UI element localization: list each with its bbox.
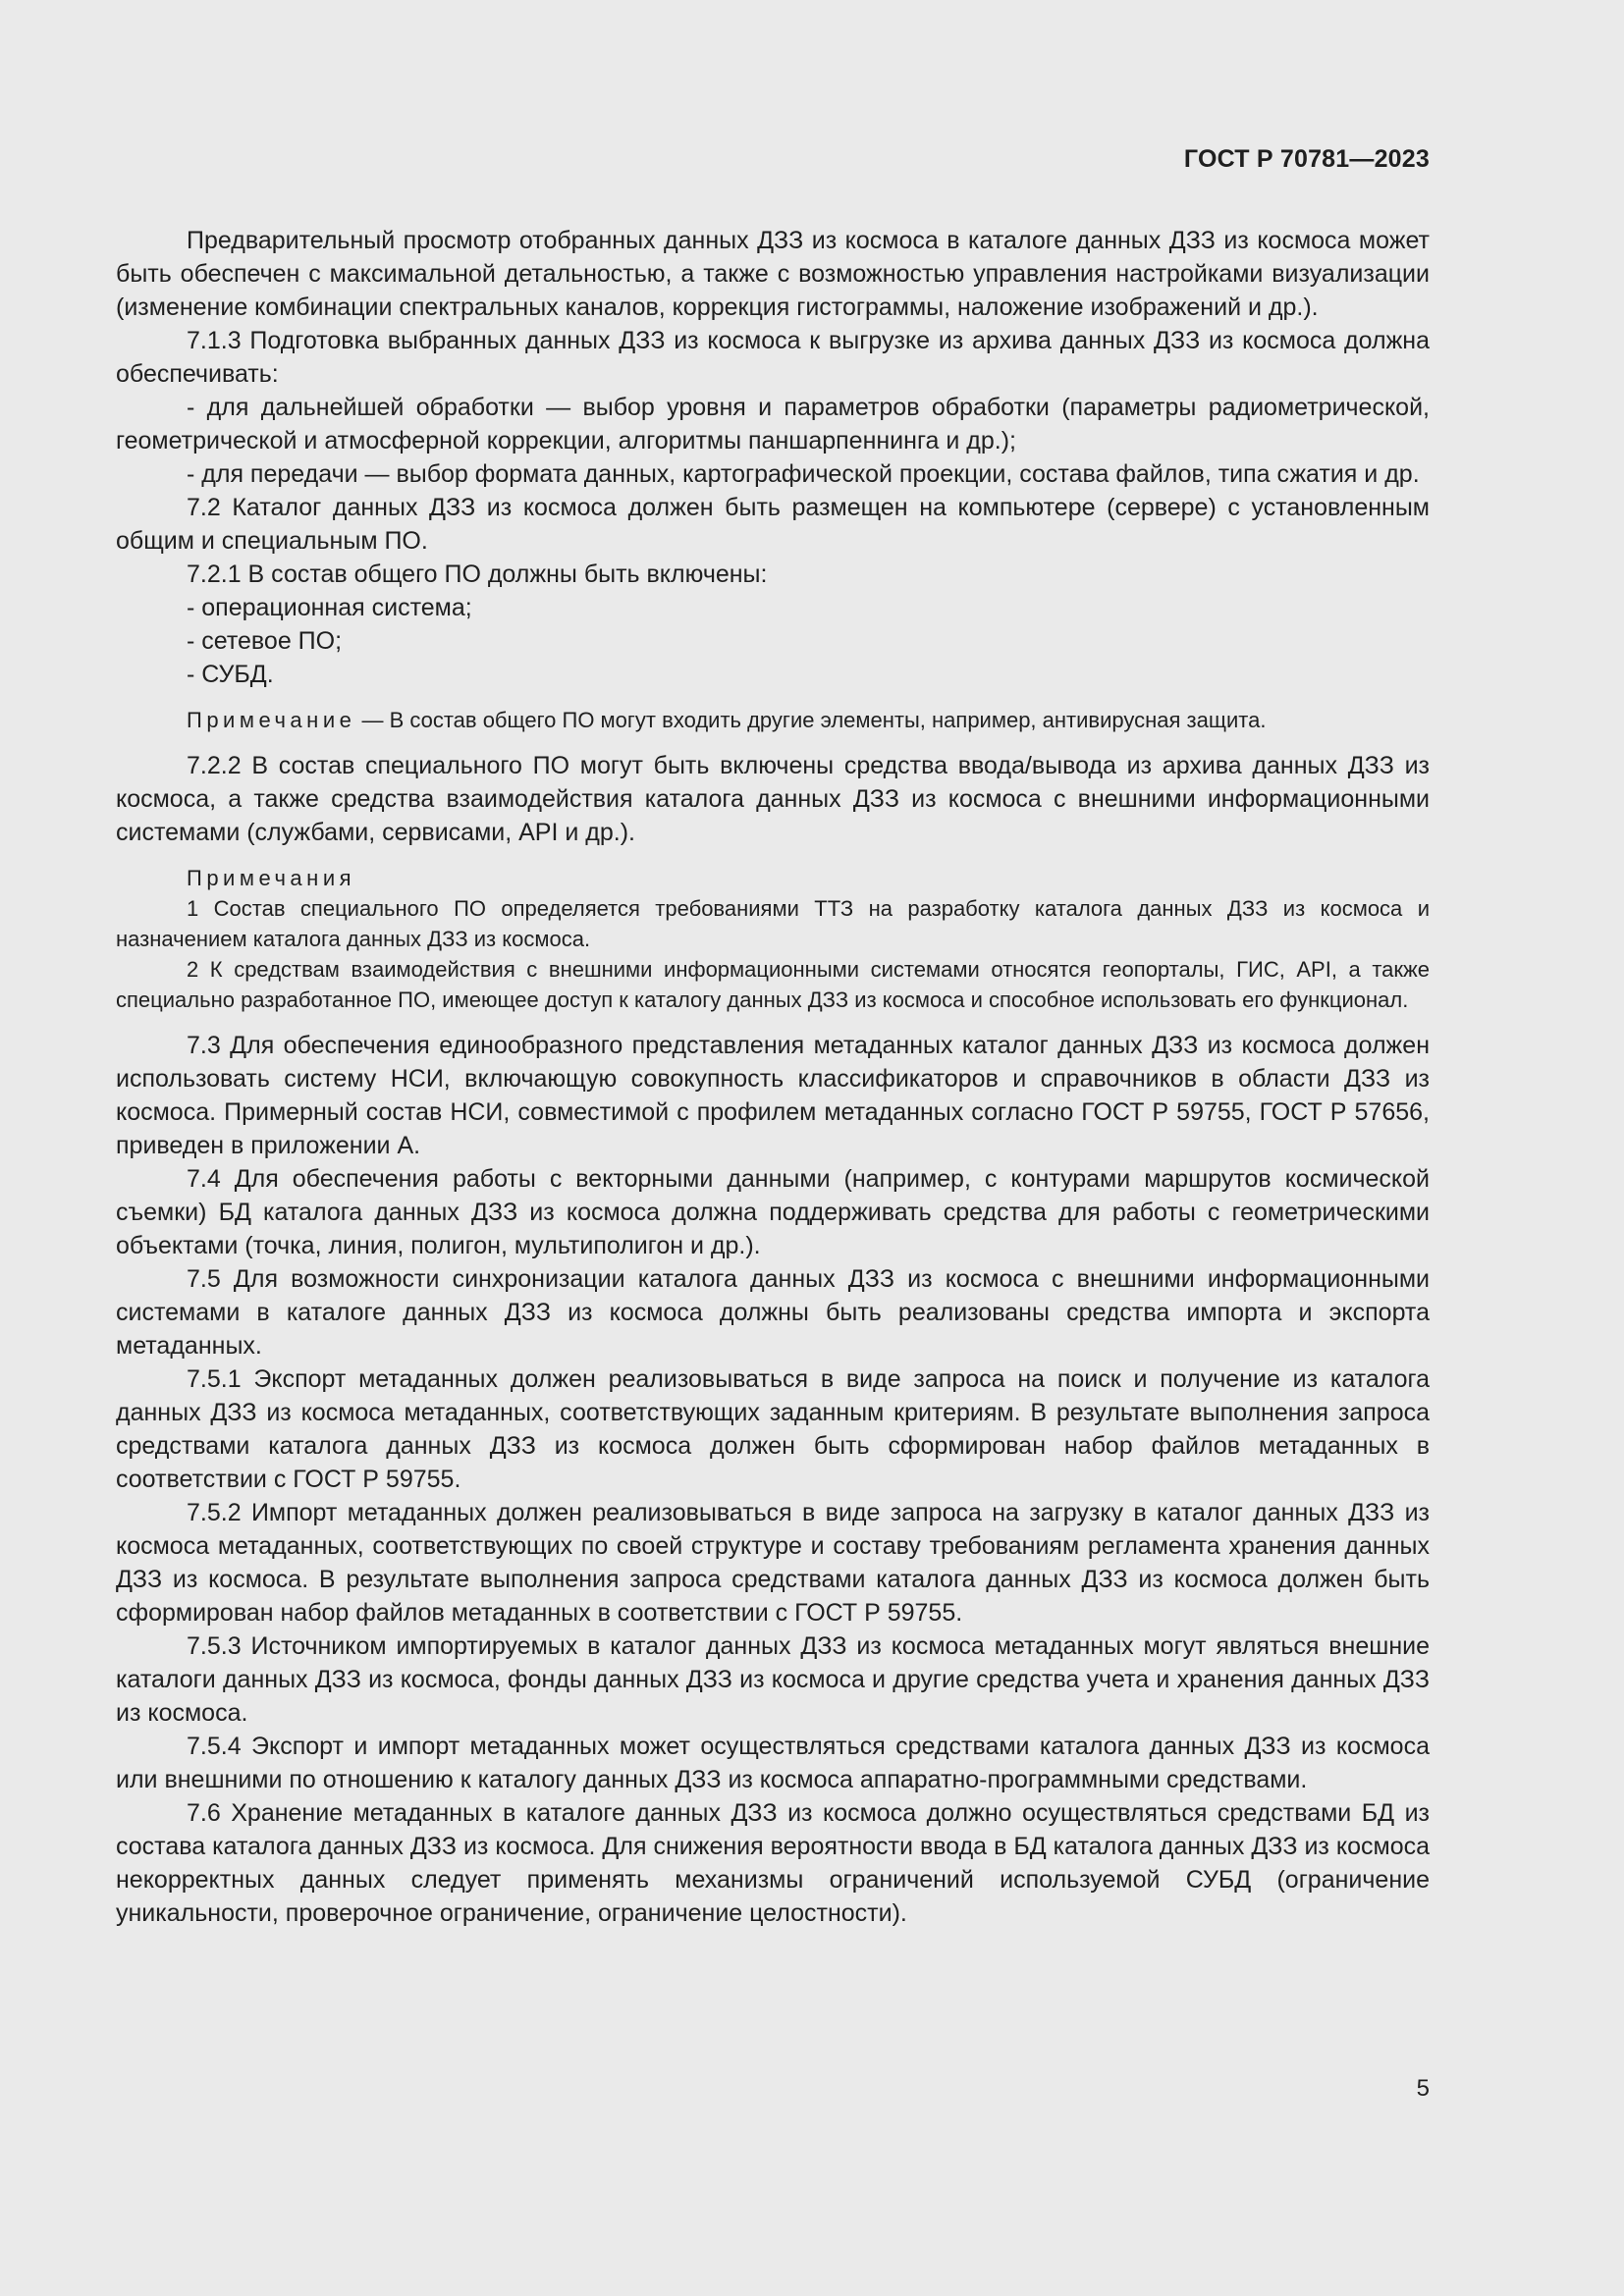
note-2: 2 К средствам взаимодействия с внешними информационными системами относятся геопорталы, ГИС, API, а также специально разработанное ПО, имеющее доступ к каталогу данных ДЗЗ из космоса и способное использовать его функционал. [116,957,1430,1012]
list-item-os: - операционная система; [187,594,472,621]
paragraph-7-5-4: 7.5.4 Экспорт и импорт метаданных может осуществляться средствами каталога данных ДЗЗ из космоса или внешними по отношению к каталогу данных ДЗЗ из космоса аппаратно-программными средствами. [116,1733,1430,1793]
note-general-software [116,705,1430,735]
paragraph-7-1-3: 7.1.3 Подготовка выбранных данных ДЗЗ из космоса к выгрузке из архива данных ДЗЗ из космоса должна обеспечивать: [116,327,1430,388]
paragraph-7-2-2: 7.2.2 В состав специального ПО могут быть включены средства ввода/вывода из архива данных ДЗЗ из космоса, а также средства взаимодействия каталога данных ДЗЗ из космоса с внешними информационными системами (службами, сервисами, API и др.). [116,752,1430,846]
note-text: — В состав общего ПО могут входить другие элементы, например, антивирусная защита. [355,708,1267,732]
list-item-transfer: - для передачи — выбор формата данных, картографической проекции, состава файлов, типа сжатия и др. [187,460,1420,488]
paragraph-7-5-1: 7.5.1 Экспорт метаданных должен реализовываться в виде запроса на поиск и получение из каталога данных ДЗЗ из космоса метаданных, соответствующих заданным критериям. В результате выполнения запроса средствами каталога данных ДЗЗ из космоса должен быть сформирован набор файлов метаданных в соответствии с ГОСТ Р 59755. [116,1365,1430,1493]
paragraph-7-2: 7.2 Каталог данных ДЗЗ из космоса должен быть размещен на компьютере (сервере) с установленным общим и специальным ПО. [116,494,1430,555]
list-item-network: - сетевое ПО; [187,627,343,655]
document-body [116,224,1430,1930]
paragraph-7-5: 7.5 Для возможности синхронизации каталога данных ДЗЗ из космоса с внешними информационными системами в каталоге данных ДЗЗ из космоса должны быть реализованы средства импорта и экспорта метаданных. [116,1265,1430,1360]
list-item-processing: - для дальнейшей обработки — выбор уровня и параметров обработки (параметры радиометрической, геометрической и атмосферной коррекции, алгоритмы паншарпеннинга и др.); [116,394,1430,454]
paragraph-7-4: 7.4 Для обеспечения работы с векторными данными (например, с контурами маршрутов космической съемки) БД каталога данных ДЗЗ из космоса должна поддерживать средства для работы с геометрическими объектами (точка, линия, полигон, мультиполигон и др.). [116,1165,1430,1259]
paragraph-7-3: 7.3 Для обеспечения единообразного представления метаданных каталог данных ДЗЗ из космоса должен использовать систему НСИ, включающую совокупность классификаторов и справочников в области ДЗЗ из космоса. Примерный состав НСИ, совместимой с профилем метаданных согласно ГОСТ Р 59755, ГОСТ Р 57656, приведен в приложении А. [116,1032,1430,1159]
paragraph-preview: Предварительный просмотр отобранных данных ДЗЗ из космоса в каталоге данных ДЗЗ из космоса может быть обеспечен с максимальной детальностью, а также с возможностью управления настройками визуализации (изменение комбинации спектральных каналов, коррекция гистограммы, наложение изображений и др.). [116,227,1430,321]
notes-label: Примечания [187,866,356,890]
list-item-dbms: - СУБД. [187,661,274,688]
paragraph-7-5-2: 7.5.2 Импорт метаданных должен реализовываться в виде запроса на загрузку в каталог данных ДЗЗ из космоса метаданных, соответствующих по своей структуре и составу требованиям регламента хранения данных ДЗЗ из космоса. В результате выполнения запроса средствами каталога данных ДЗЗ из космоса должен быть сформирован набор файлов метаданных в соответствии с ГОСТ Р 59755. [116,1499,1430,1627]
note-1: 1 Состав специального ПО определяется требованиями ТТЗ на разработку каталога данных ДЗЗ из космоса и назначением каталога данных ДЗЗ из космоса. [116,896,1430,951]
document-code-header: ГОСТ Р 70781—2023 [1183,145,1430,173]
paragraph-7-5-3: 7.5.3 Источником импортируемых в каталог данных ДЗЗ из космоса метаданных могут являться внешние каталоги данных ДЗЗ из космоса, фонды данных ДЗЗ из космоса и другие средства учета и хранения данных ДЗЗ из космоса. [116,1632,1430,1727]
page-number: 5 [1416,2075,1430,2102]
note-label: Примечание [187,708,356,732]
paragraph-7-2-1: 7.2.1 В состав общего ПО должны быть включены: [187,561,768,588]
paragraph-7-6: 7.6 Хранение метаданных в каталоге данных ДЗЗ из космоса должно осуществляться средствами БД из состава каталога данных ДЗЗ из космоса. Для снижения вероятности ввода в БД каталога данных ДЗЗ из космоса некорректных данных следует применять механизмы ограничений используемой СУБД (ограничение уникальности, проверочное ограничение, ограничение целостности). [116,1799,1430,1927]
